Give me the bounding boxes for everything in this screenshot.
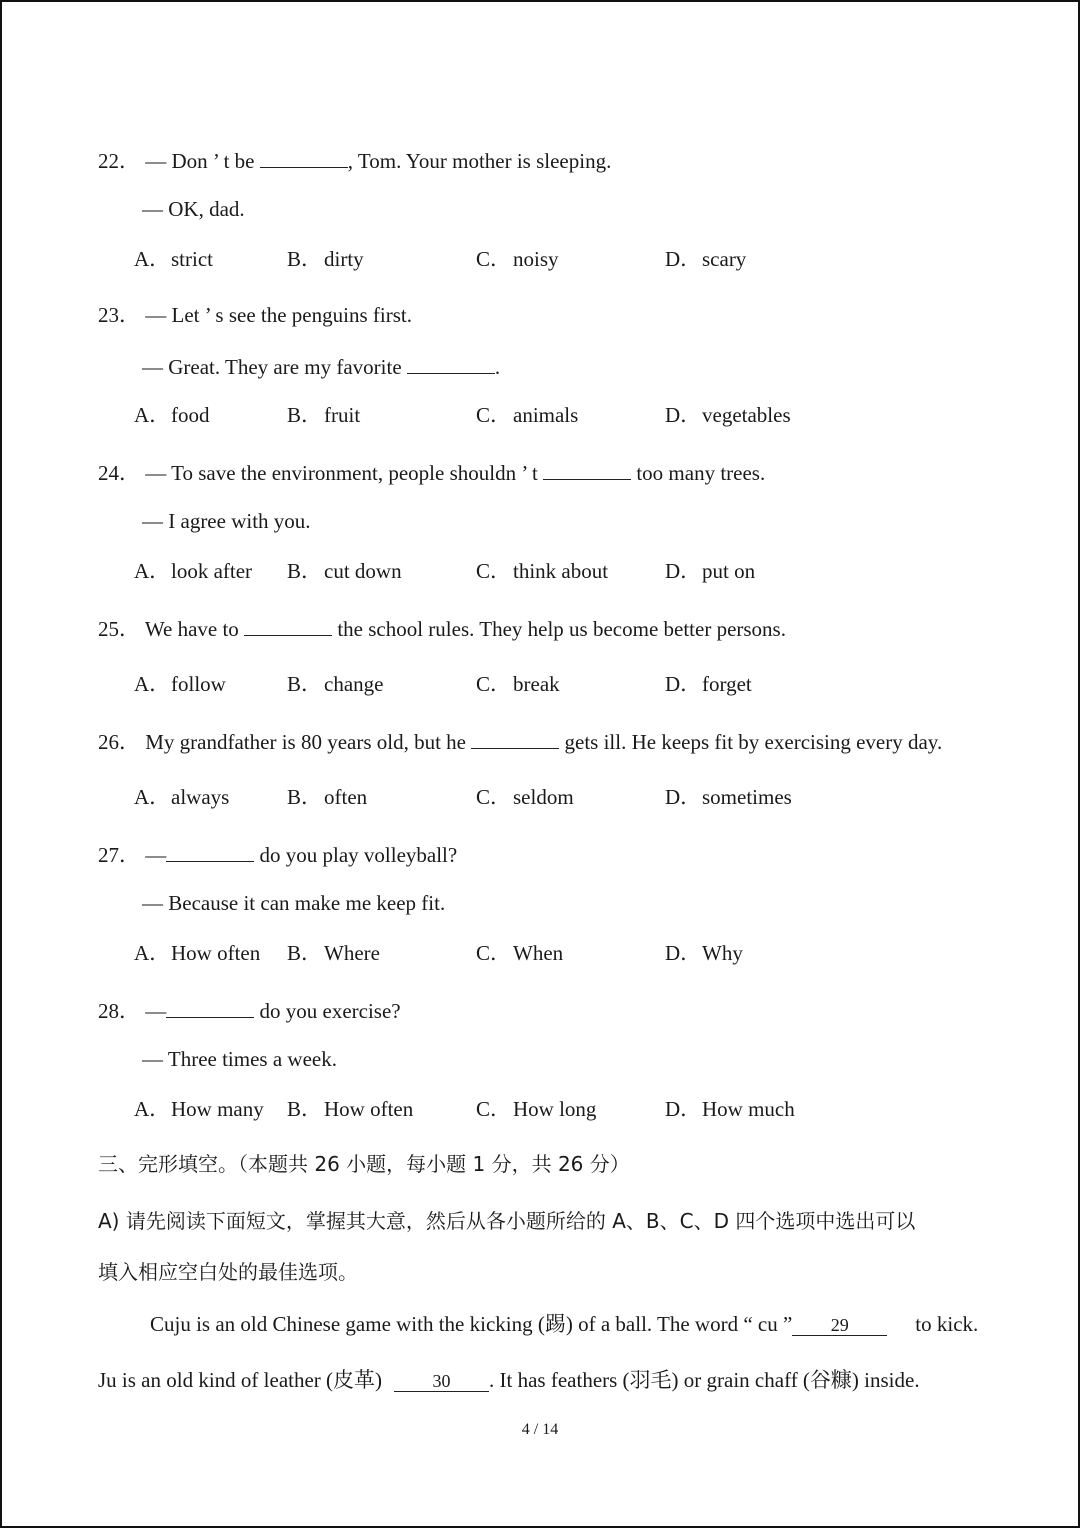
question-22-stem [98, 149, 611, 172]
option-a: A．look after [134, 559, 253, 583]
option-d: D．scary [665, 247, 747, 271]
question-27-stem: 27． — do you play volleyball? [98, 843, 458, 867]
option-d: D．vegetables [665, 403, 791, 427]
option-c: C．seldom [476, 785, 574, 809]
answer-blank [543, 461, 631, 480]
question-24-reply: — I agree with you. [142, 509, 311, 533]
answer-blank [244, 617, 332, 636]
option-a: A．follow [134, 672, 226, 696]
option-c: C．break [476, 672, 560, 696]
answer-blank [166, 999, 254, 1018]
option-a: A．food [134, 403, 210, 427]
question-23-stem [98, 305, 412, 326]
answer-blank [260, 149, 348, 168]
question-number: 28． [98, 999, 140, 1023]
answer-blank [166, 843, 254, 862]
option-b: B．often [287, 785, 368, 809]
question-24-stem: 24． — To save the environment, people shouldn ’ t too many trees. [98, 461, 766, 485]
question-number: 26． [98, 730, 140, 754]
option-d: D．sometimes [665, 785, 792, 809]
option-b: B．dirty [287, 247, 364, 271]
stem-text: — Don ’ t be [145, 149, 260, 173]
question-27-reply: — Because it can make me keep fit. [142, 891, 446, 915]
passage-blank-29: 29 [792, 1316, 887, 1336]
option-c: C．noisy [476, 247, 559, 271]
option-a: A．How often [134, 941, 261, 965]
option-a: A．always [134, 785, 230, 809]
question-22-reply: — OK, dad. [142, 197, 245, 221]
option-a: A．strict [134, 247, 213, 271]
page-number: 4 / 14 [521, 1421, 559, 1438]
passage-line-1: Cuju is an old Chinese game with the kicking (踢) of a ball. The word “ cu ” 29 to kick. [150, 1312, 979, 1336]
answer-blank [471, 730, 559, 749]
option-c: C．think about [476, 559, 609, 583]
question-23-reply: — Great. They are my favorite . [142, 355, 501, 379]
option-d: D．How much [665, 1097, 795, 1121]
option-c: C．animals [476, 403, 579, 427]
option-d: D．put on [665, 559, 756, 583]
question-number: 22． [98, 149, 140, 173]
question-number: 27． [98, 843, 140, 867]
option-a: A．How many [134, 1097, 264, 1121]
option-b: B．Where [287, 941, 380, 965]
passage-line-2: Ju is an old kind of leather (皮革) 30 . It has feathers (羽毛) or grain chaff (谷糠) inside. [98, 1368, 920, 1392]
option-d: D．forget [665, 672, 752, 696]
stem-text: — Let ’ s see the penguins first. [145, 303, 412, 327]
question-number: 25． [98, 617, 140, 641]
passage-blank-30: 30 [394, 1372, 489, 1392]
option-b: B．How often [287, 1097, 414, 1121]
question-25-stem: 25． We have to the school rules. They help us become better persons. [98, 617, 786, 641]
stem-text: , Tom. Your mother is sleeping. [347, 149, 612, 173]
question-28-reply: — Three times a week. [142, 1047, 337, 1071]
section-instruction: A) 请先阅读下面短文，掌握其大意，然后从各小题所给的 A、B、C、D 四个选项中选出可以 [98, 1209, 916, 1233]
option-b: B．change [287, 672, 384, 696]
option-b: B．cut down [287, 559, 402, 583]
answer-blank [407, 355, 495, 374]
section-instruction-continued: 填入相应空白处的最佳选项。 [98, 1260, 358, 1284]
question-28-stem: 28． — do you exercise? [98, 999, 401, 1023]
option-b: B．fruit [287, 403, 361, 427]
option-d: D．Why [665, 941, 743, 965]
option-c: C．When [476, 941, 564, 965]
question-number: 23． [98, 303, 140, 327]
question-number: 24． [98, 461, 140, 485]
question-26-stem: 26． My grandfather is 80 years old, but he gets ill. He keeps fit by exercising every day. [98, 730, 943, 754]
option-c: C．How long [476, 1097, 597, 1121]
section-title: 三、完形填空。（本题共 26 小题，每小题 1 分，共 26 分） [98, 1152, 630, 1176]
